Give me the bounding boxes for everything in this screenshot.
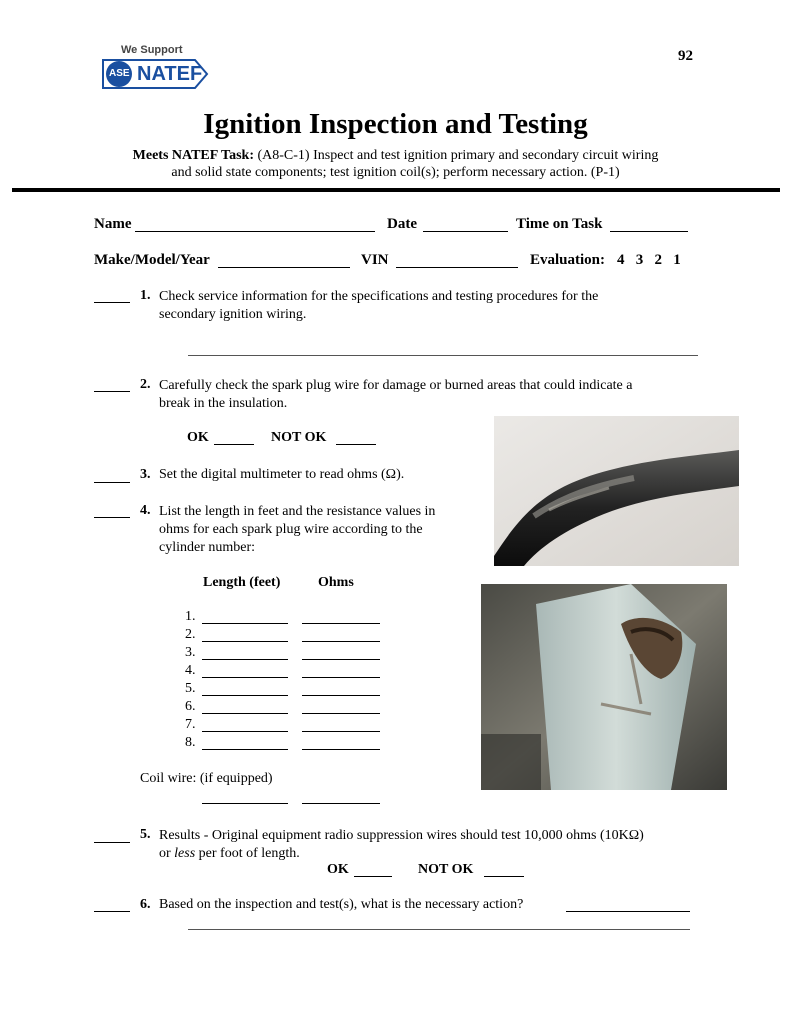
vin-field[interactable] xyxy=(396,267,518,268)
coil-wire-label: Coil wire: (if equipped) xyxy=(140,771,273,786)
step-5-line-2-pre: or xyxy=(159,846,175,861)
step-6-check[interactable] xyxy=(94,911,130,912)
ohms-field-3[interactable] xyxy=(302,659,380,660)
cylinder-number-2: 2. xyxy=(185,627,196,642)
step-1-check[interactable] xyxy=(94,302,130,303)
date-label: Date xyxy=(387,216,417,232)
length-field-7[interactable] xyxy=(202,731,288,732)
ohms-field-1[interactable] xyxy=(302,623,380,624)
time-on-task-field[interactable] xyxy=(610,231,688,232)
step-1-line-1: Check service information for the specifications and testing procedures for the xyxy=(159,289,599,304)
name-field[interactable] xyxy=(135,231,375,232)
step-3-check[interactable] xyxy=(94,482,130,483)
length-field-1[interactable] xyxy=(202,623,288,624)
step-5-ok-label: OK xyxy=(327,862,349,877)
length-field-3[interactable] xyxy=(202,659,288,660)
length-field-6[interactable] xyxy=(202,713,288,714)
step-2-check[interactable] xyxy=(94,391,130,392)
ohms-field-6[interactable] xyxy=(302,713,380,714)
cylinder-number-1: 1. xyxy=(185,609,196,624)
length-field-8[interactable] xyxy=(202,749,288,750)
length-field-5[interactable] xyxy=(202,695,288,696)
step-2-line-1: Carefully check the spark plug wire for damage or burned areas that could indicate a xyxy=(159,378,633,393)
logo-name: NATEF xyxy=(137,63,203,85)
step-5-number: 5. xyxy=(140,827,151,842)
step-4-line-3: cylinder number: xyxy=(159,540,256,555)
step-6-text: Based on the inspection and test(s), what is the necessary action? xyxy=(159,897,524,912)
step-3-text: Set the digital multimeter to read ohms (Ω). xyxy=(159,467,405,482)
burned-boot-photo xyxy=(481,584,727,790)
step-4-number: 4. xyxy=(140,503,151,518)
step-1-answer[interactable] xyxy=(188,355,698,356)
step-5-line-1: Results - Original equipment radio suppression wires should test 10,000 ohms (10KΩ) xyxy=(159,828,644,843)
evaluation-scale[interactable]: 4 3 2 1 xyxy=(617,252,681,268)
step-5-check[interactable] xyxy=(94,842,130,843)
ohms-field-5[interactable] xyxy=(302,695,380,696)
time-on-task-label: Time on Task xyxy=(516,216,603,232)
ohms-field-8[interactable] xyxy=(302,749,380,750)
cylinder-number-4: 4. xyxy=(185,663,196,678)
make-model-year-field[interactable] xyxy=(218,267,350,268)
cylinder-number-5: 5. xyxy=(185,681,196,696)
step-6-number: 6. xyxy=(140,897,151,912)
coil-ohms-field[interactable] xyxy=(302,803,380,804)
ohms-field-2[interactable] xyxy=(302,641,380,642)
task-description xyxy=(0,147,791,181)
step-2-ok-label: OK xyxy=(187,430,209,445)
step-2-line-2: break in the insulation. xyxy=(159,396,288,411)
step-4-line-1: List the length in feet and the resistance values in xyxy=(159,504,436,519)
ohms-field-7[interactable] xyxy=(302,731,380,732)
step-1-text xyxy=(159,288,598,324)
task-line-2: and solid state components; test ignition coil(s); perform necessary action. (P-1) xyxy=(171,165,620,180)
step-5-ok-field[interactable] xyxy=(354,876,392,877)
step-2-number: 2. xyxy=(140,377,151,392)
step-5-line-2-emphasis: less xyxy=(174,846,196,861)
logo-tagline: We Support xyxy=(121,44,183,56)
step-1-number: 1. xyxy=(140,288,151,303)
cylinder-number-3: 3. xyxy=(185,645,196,660)
length-field-2[interactable] xyxy=(202,641,288,642)
length-field-4[interactable] xyxy=(202,677,288,678)
cylinder-number-6: 6. xyxy=(185,699,196,714)
ohms-column-header: Ohms xyxy=(318,575,354,590)
step-2-text xyxy=(159,377,632,413)
make-model-year-label: Make/Model/Year xyxy=(94,252,210,268)
step-3-number: 3. xyxy=(140,467,151,482)
page-number: 92 xyxy=(678,48,693,64)
date-field[interactable] xyxy=(423,231,508,232)
step-6-answer[interactable] xyxy=(188,929,690,930)
step-5-line-2-post: per foot of length. xyxy=(195,846,300,861)
coil-length-field[interactable] xyxy=(202,803,288,804)
step-4-line-2: ohms for each spark plug wire according to the xyxy=(159,522,423,537)
cylinder-number-7: 7. xyxy=(185,717,196,732)
step-5-line-2 xyxy=(159,845,644,863)
cylinder-number-8: 8. xyxy=(185,735,196,750)
task-label: Meets NATEF Task: xyxy=(132,148,254,163)
step-2-not-ok-label: NOT OK xyxy=(271,430,327,445)
step-4-check[interactable] xyxy=(94,517,130,518)
length-column-header: Length (feet) xyxy=(203,575,281,590)
step-6-answer-inline[interactable] xyxy=(566,911,690,912)
page-title: Ignition Inspection and Testing xyxy=(203,108,588,140)
logo-badge: ASE xyxy=(109,68,130,79)
step-5-text xyxy=(159,827,644,863)
step-5-not-ok-field[interactable] xyxy=(484,876,524,877)
step-2-ok-field[interactable] xyxy=(214,444,254,445)
step-1-line-2: secondary ignition wiring. xyxy=(159,307,307,322)
step-4-text xyxy=(159,503,435,557)
vin-label: VIN xyxy=(361,252,389,268)
name-label: Name xyxy=(94,216,132,232)
step-5-not-ok-label: NOT OK xyxy=(418,862,474,877)
spark-plug-wire-photo xyxy=(494,416,739,566)
task-line-1: (A8-C-1) Inspect and test ignition primary and secondary circuit wiring xyxy=(257,148,659,163)
step-2-not-ok-field[interactable] xyxy=(336,444,376,445)
evaluation-label: Evaluation: xyxy=(530,252,606,268)
header-divider xyxy=(12,188,780,192)
ohms-field-4[interactable] xyxy=(302,677,380,678)
natef-logo xyxy=(95,44,215,94)
